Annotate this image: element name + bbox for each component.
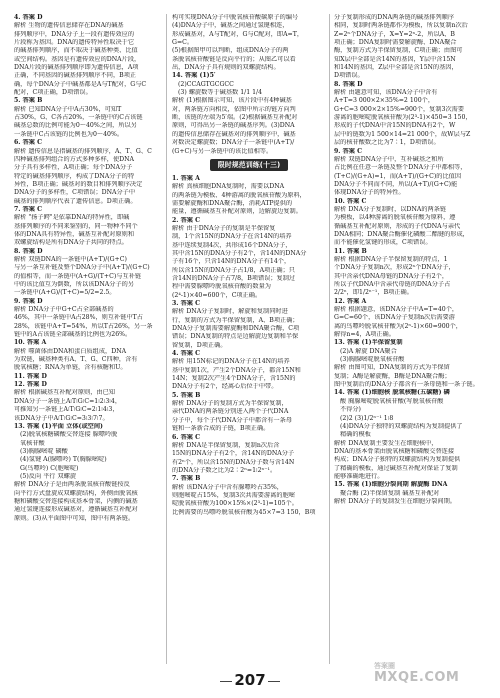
text-line: (5)反向 平行 双螺旋 bbox=[20, 472, 77, 480]
text-line: D项错误。 bbox=[334, 72, 364, 80]
text-line: 聚合酶 (2)半保留复制 碱基互补配对 bbox=[340, 489, 440, 497]
text-line: 其中含15N的DNA分子有2个，含14N的DNA分 bbox=[172, 249, 307, 257]
page-footer bbox=[0, 662, 500, 693]
text-line: 分子具有多样性，A项正确；每个DNA分子 bbox=[14, 164, 133, 172]
watermark-small: 答案圈 bbox=[374, 662, 395, 670]
text-line: (2)2 (3)1/2ⁿ⁻¹ 1∶8 bbox=[340, 414, 394, 422]
text-line: 四种碱基排列组合的方式多种多样，使DNA bbox=[14, 155, 135, 163]
answer-heading: 8. 答案 D bbox=[14, 247, 43, 255]
text-line: 的两条链为模板、4种游离的脱氧核苷酸为原料， bbox=[172, 191, 306, 199]
text-line: 解析 双链DNA的一条链中(A+T)/(G+C) bbox=[14, 255, 127, 263]
text-line: 解析 根据题意，该DNA分子中A=T=40个， bbox=[334, 306, 459, 314]
section-heading-text: 限时规范训练(十三) bbox=[210, 159, 288, 171]
text-line: 解析 DNA分子是由两条脱氧核苷酸链按反 bbox=[14, 481, 130, 489]
answer-heading: 10. 答案 A bbox=[14, 339, 47, 347]
text-line: 解析 DNA分子中G+C占全部碱基的 bbox=[14, 306, 114, 314]
text-line: 图中复制后的DNA分子都含有一条母链和一条子链。 bbox=[334, 381, 479, 389]
text-line: 链和一条新合成的子链，B项正确。 bbox=[172, 425, 270, 433]
text-line: 子有16个，只含14N的DNA分子有14个， bbox=[172, 258, 291, 266]
text-line: 构可实现DNA分子中脱氧核苷酸碳原子的编号 bbox=[172, 14, 299, 21]
text-line: 离的鸟嘌呤脱氧核苷酸为(2ⁿ-1)×60=900个， bbox=[334, 322, 462, 330]
text-line: 解析 DNA分子复制时，解旋和复制同时进 bbox=[172, 308, 288, 316]
text-line: 啶脱氧核苷酸为100×15%×(2³-1)=105个。 bbox=[172, 500, 298, 508]
text-line: 所以含15N的DNA分子占1/8，A项正确；只 bbox=[172, 266, 295, 274]
text-line: 15N的DNA分子有2个，含14N的DNA分子 bbox=[172, 450, 295, 458]
answer-heading: 15. 答案 (1)细胞分裂间期 解旋酶 DNA bbox=[334, 481, 448, 489]
text-line: 形成的子代DNA中含15N的DNA有2个，W bbox=[334, 122, 456, 130]
text-line: 片段称为基因。DNA的遗传特异性取决于它 bbox=[14, 39, 135, 47]
text-line: 循碱基互补配对原则，形成的子代DNA与亲代 bbox=[334, 222, 461, 230]
text-line: DNA的基本骨架由脱氧核糖和磷酸交替连接 bbox=[334, 447, 455, 455]
answer-heading: 3. 答案 C bbox=[172, 300, 201, 307]
text-line: 基排列顺序的不同来鉴别的，同一物种不同个 bbox=[14, 222, 138, 230]
text-line: (T+C)/(G+A)=1，而(A+T)/(G+C)的比值因 bbox=[334, 172, 462, 180]
text-line: 解析 遗传信息是指碱基的排列顺序，A、T、G、C bbox=[14, 147, 152, 155]
text-line: 脱氧核糖；RNA为单链，含有核糖和U。 bbox=[14, 364, 127, 372]
text-line: 所以子代DNA中含亲代母链的DNA分子占 bbox=[334, 281, 451, 288]
text-line: 游离的胞嘧啶脱氧核苷酸为(2³-1)×450=3 150， bbox=[334, 114, 472, 122]
text-line: 层中的链数为1 500×14=21 000个，故W层与Z bbox=[334, 130, 471, 138]
text-line: 特定的碱基排列顺序，构成了DNA分子的特 bbox=[14, 172, 135, 180]
text-line: 碱基总数的比例可能为0～40%之间，所以另 bbox=[14, 122, 137, 130]
text-line: 体的DNA具有特异性，碱基互补配对原则和 bbox=[14, 230, 135, 238]
text-line: 对，两条链方向相反，依图中所示的链方向判 bbox=[172, 105, 296, 113]
text-line: 个DNA分子复制n次，形成2ⁿ个DNA分子， bbox=[334, 264, 455, 272]
text-line: DNA分子复制需要解旋酶和DNA聚合酶，C项 bbox=[172, 325, 300, 333]
text-line: 占比例在任意一条链及整个DNA分子中都相等， bbox=[334, 164, 467, 172]
text-line: 知X层中全部是含14N的基因，Y层中含15N bbox=[334, 55, 456, 63]
watermark-text: MXQE.COM bbox=[374, 670, 460, 685]
answer-heading: 7. 答案 B bbox=[172, 475, 201, 483]
answer-heading: 5. 答案 B bbox=[172, 391, 201, 399]
text-line: 体现DNA分子的特异性。 bbox=[334, 189, 405, 197]
text-line: 为模板，以4种游离的脱氧核苷酸为原料，遵 bbox=[334, 214, 456, 222]
text-line: 能量，遵循碱基互补配对原则，边解旋边复制。 bbox=[172, 208, 302, 216]
text-line: 解析 用15N标记的DNA分子在14N的培养 bbox=[172, 358, 290, 366]
text-line: 分子中，每个子代DNA分子中都含有一条母 bbox=[172, 416, 293, 424]
answer-heading: 4. 答案 C bbox=[172, 350, 201, 358]
answer-heading: 13. 答案 (1)半保留复制 bbox=[334, 339, 403, 347]
text-line: 的值相等，而一条链中(A+G)/(T+C)与互补链 bbox=[14, 272, 142, 280]
text-line: 留复制，D项正确。 bbox=[172, 341, 227, 349]
text-line: 向平行方式盘旋成双螺旋结构，外侧由脱氧核 bbox=[14, 489, 138, 497]
text-line: 为双链，碱基种类有A、T、G、C四种，含有 bbox=[14, 356, 138, 364]
text-line: 相同，复制时两条链都作为模板，所以复制n次后 bbox=[334, 22, 468, 30]
section-heading bbox=[172, 159, 326, 171]
watermark-logo bbox=[374, 662, 494, 690]
answer-heading: 8. 答案 D bbox=[334, 80, 363, 88]
text-line: 氧核苷酸 bbox=[20, 439, 45, 447]
text-line: 条脱氧核苷酸链是反向平行的；从图乙可以看 bbox=[172, 55, 296, 63]
answer-heading: 10. 答案 C bbox=[334, 197, 367, 205]
text-line: 双螺旋结构是所有DNA分子共同的特点。 bbox=[14, 239, 128, 247]
text-line: 异性，B项正确；碱基对的数目和排列顺序决定 bbox=[14, 180, 143, 188]
text-line: 解析 "扬子鳄"是依靠DNA的特异性，即碱 bbox=[14, 214, 130, 222]
text-line: 一条链中C占该链的比例也为0～40%。 bbox=[14, 130, 124, 138]
text-line: 层的核苷酸数之比为7∶1，D项错误。 bbox=[334, 139, 440, 147]
text-line: 不得分) bbox=[340, 406, 361, 414]
text-line: 正确，不同基因的碱基排列顺序不同，B项正 bbox=[14, 72, 137, 80]
text-line: 其中含亲代DNA母链的DNA分子有2个， bbox=[334, 272, 449, 280]
text-line: (3)胸腺嘧啶脱氧核苷酸 bbox=[340, 356, 405, 364]
text-line: 解析 DNA是半保留复制，复制n次后含 bbox=[172, 441, 280, 449]
text-line: 解析 该DNA分子中含有腺嘌呤占35%， bbox=[172, 483, 283, 491]
answer-heading: 2. 答案 C bbox=[172, 216, 201, 224]
text-line: 了精确的模板，通过碱基互补配对保证了复制 bbox=[334, 464, 458, 472]
answer-heading: 7. 答案 C bbox=[14, 205, 43, 213]
text-line: 酸 胸腺嘧啶脱氧核苷酸(写脱氧核苷酸 bbox=[340, 397, 444, 405]
text-line: 解析 噬菌体由DNA和蛋白质组成，DNA bbox=[14, 347, 127, 355]
text-line: 可推知另一条链上A∶T∶G∶C=2∶1∶4∶3， bbox=[14, 406, 119, 414]
answer-heading: 12. 答案 D bbox=[14, 381, 47, 389]
text-line: 配对，C项正确，D项错误。 bbox=[14, 89, 92, 97]
text-line: 的碱基排列顺序，而不取决于碱基种类、比值 bbox=[14, 47, 138, 55]
text-line: (3) 螺旋数等于碱基数 1/1 1/4 bbox=[178, 89, 263, 97]
text-line: 原则。(3)从平面图中可知，图中有两条链。 bbox=[14, 514, 135, 522]
text-line: 解析 双链DNA分子中，互补碱基之和所 bbox=[334, 155, 444, 163]
text-line: (5)根据图甲可以判断，组成DNA分子的两 bbox=[172, 47, 289, 55]
text-line: 和14N的基因，Z层中全部是含15N的基因， bbox=[334, 64, 458, 72]
answer-heading: 12. 答案 A bbox=[334, 297, 367, 305]
text-line: 比例需要的鸟嘌呤脱氧核苷酸为45×7=3 150，B项 bbox=[172, 508, 316, 516]
text-line: 则胞嘧啶占15%，复制3次共需要游离的胞嘧 bbox=[172, 491, 295, 499]
text-line: 断，该链的左端为5′端。(2)根据碱基互补配对 bbox=[172, 114, 298, 122]
text-line: 28%，该链中A+T=54%，所以T占26%，另一条 bbox=[14, 322, 153, 330]
text-line: 解析 根据DNA分子半保留复制的特点，1 bbox=[334, 255, 448, 263]
answer-heading: 1. 答案 A bbox=[172, 174, 200, 182]
text-line: G+C=3 000×2×15%=900个，复制3次需要 bbox=[334, 105, 465, 113]
text-line: (4)DNA分子中，碱基之间通过氢键相连， bbox=[172, 22, 289, 30]
text-line: 14N；复制2次产生4个DNA分子，含15N的 bbox=[172, 375, 296, 383]
text-line: 亲代DNA的两条链分别进入两个子代DNA bbox=[172, 408, 289, 416]
text-line: DNA分子的多样性，C项错误；DNA分子中 bbox=[14, 189, 136, 197]
answer-heading: 9. 答案 C bbox=[334, 147, 363, 155]
text-line: G(鸟嘌呤) C(胞嘧啶) bbox=[20, 464, 79, 472]
text-line: 中的该比值互为倒数，所以该DNA分子的另 bbox=[14, 281, 135, 288]
text-line: 糖和磷酸交替连接构成基本骨架，内侧的碱基 bbox=[14, 497, 138, 505]
text-line: Z=2ⁿ个DNA分子，X=Y=2ⁿ-2，所以A、B bbox=[334, 30, 455, 38]
text-line: 出，DNA分子具有规则的双螺旋结构。 bbox=[172, 64, 280, 72]
text-line: 解析 DNA分子的复制方式为半保留复制， bbox=[172, 400, 288, 408]
text-line: 2/2ⁿ，即1/2ⁿ⁻¹，B项正确。 bbox=[334, 289, 413, 297]
text-line: DNA分子一条链上A∶T∶G∶C=1∶2∶3∶4， bbox=[14, 397, 122, 405]
text-line: (2)脱氧核糖磷酸交替连接 腺嘌呤脱 bbox=[20, 431, 118, 439]
text-line: 链中的A占该链全部碱基的比例也为26%。 bbox=[14, 331, 132, 339]
text-line: 需要解旋酶和DNA聚合酶，消耗ATP提供的 bbox=[172, 199, 293, 207]
text-line: 与另一条互补链及整个DNA分子中(A+T)/(G+C) bbox=[14, 264, 150, 272]
text-line: 排列顺序中，DNA分子上一段有遗传效应的 bbox=[14, 30, 135, 38]
text-line: 解析 真核细胞DNA复制时，需要以DNA bbox=[172, 183, 285, 191]
text-line: 解析 根据碱基互补配对原则，由已知 bbox=[14, 389, 115, 397]
text-line: 含14N的DNA分子占7/8，B项错误；复制过 bbox=[172, 274, 296, 282]
text-line: 对数决定螺旋数；DNA分子一条链中(A+T)/ bbox=[172, 139, 295, 147]
text-line: G=C=60个，该DNA分子复制n次后需要游 bbox=[334, 314, 455, 322]
text-line: 该DNA分子中A∶T∶G∶C=3∶3∶7∶7。 bbox=[14, 414, 109, 422]
text-line: (4)DNA分子独特的双螺旋结构为复制提供了 bbox=[340, 422, 463, 430]
text-line: G=C。 bbox=[172, 39, 194, 47]
text-line: 酶，复制方式为半保留复制，C项正确；由图可 bbox=[334, 47, 463, 55]
text-line: 的DNA分子数之比为2∶2ⁿ=1∶2ⁿ⁻¹。 bbox=[172, 466, 277, 474]
text-line: 解得n=4，A项正确。 bbox=[334, 331, 395, 339]
answer-heading: 4. 答案 D bbox=[14, 14, 43, 21]
text-line: (2)CCAGTGCGCC bbox=[178, 80, 234, 88]
answer-heading: 6. 答案 C bbox=[14, 139, 43, 147]
text-line: 基中复制1次，产生2个DNA分子，都含15N和 bbox=[172, 366, 301, 374]
column-divider bbox=[329, 14, 330, 664]
text-line: 占30%，G、C各占20%，一条链中的C占该链 bbox=[14, 114, 143, 122]
text-line: 通过氢键连接形成碱基对，遵循碱基互补配对 bbox=[14, 506, 138, 514]
text-line: 解析 DNA分子的复制发生在细胞分裂间期。 bbox=[334, 497, 456, 505]
text-line: 程中需要腺嘌呤脱氧核苷酸的数量为 bbox=[172, 283, 271, 291]
text-line: A+T=3 000×2×35%=2 100个， bbox=[334, 97, 435, 105]
text-line: 解析 (1)根据图示可知，该片段中有4种碱基 bbox=[172, 97, 292, 105]
text-line: 解析 DNA分子复制时，以DNA的两条链 bbox=[334, 205, 447, 213]
answer-heading: 11. 答案 B bbox=[334, 247, 367, 255]
column-middle bbox=[172, 14, 326, 664]
text-line: 能够准确地进行。 bbox=[334, 472, 384, 480]
column-left bbox=[14, 14, 164, 664]
text-line: 解析 已知DNA分子中A占30%，可知T bbox=[14, 105, 122, 113]
answer-heading: 14. 答案 (1)5′ bbox=[172, 72, 216, 80]
text-line: DNA分子不同而不同，所以(A+T)/(G+C)能 bbox=[334, 180, 458, 188]
text-line: 分子复制形成的DNA两条链的碱基排列顺序 bbox=[334, 14, 455, 21]
text-line: DNA相同；DNA聚合酶催化磷酸二酯键的形成， bbox=[334, 230, 469, 238]
text-line: 解析 由图可知，DNA复制的方式为半保留 bbox=[334, 364, 450, 372]
text-line: (2)A 解旋 DNA聚合 bbox=[340, 347, 397, 355]
text-line: (G+C)与另一条链中的该比值相等。 bbox=[172, 147, 273, 155]
text-line: 解析 由题意可知，该DNA分子中含有 bbox=[334, 89, 438, 97]
page-number: 207 bbox=[234, 671, 266, 689]
text-line: 复制；A酶是解旋酶，B酶是DNA聚合酶； bbox=[334, 372, 451, 380]
text-line: 确，每个DNA分子中碱基都是A与T配对，G与C bbox=[14, 80, 147, 88]
text-line: (2⁴-1)×40=600个，C项正确。 bbox=[172, 291, 262, 299]
text-line: DNA分子有2个，经离心后位于中带。 bbox=[172, 383, 278, 391]
answer-heading: 11. 答案 D bbox=[14, 372, 47, 380]
text-line: 制，1个含15N的DNA分子在含14N的培养 bbox=[172, 233, 292, 241]
text-line: (4)氢键 A(腺嘌呤) T(胸腺嘧啶) bbox=[20, 456, 107, 464]
text-line: 碱基的排列顺序代表了遗传信息。D项正确。 bbox=[14, 197, 137, 205]
text-line: 错误；DNA复制的特点是边解旋边复制和半保 bbox=[172, 333, 299, 341]
text-line: 项正确；DNA复制时需要解旋酶、DNA聚合 bbox=[334, 39, 457, 47]
text-line: 行，复制的方式为半保留复制，A、B项正确； bbox=[172, 316, 299, 324]
footer-dash bbox=[268, 681, 280, 682]
text-line: 基中连续复制4次，共形成16个DNA分子， bbox=[172, 241, 292, 249]
text-line: 一条链中(A+G)/(T+C)=5/2=2.5。 bbox=[14, 289, 116, 297]
text-line: 而不能催化氢键的形成，C项错误。 bbox=[334, 239, 432, 247]
text-line: 解析 由于DNA分子的复制是半保留复 bbox=[172, 224, 276, 232]
answer-heading: 14. 答案 (1)细胞核 脱氧核糖(五碳糖) 磷 bbox=[334, 389, 450, 397]
text-line: 的遗传信息储存在碱基对的排列顺序中，碱基 bbox=[172, 130, 296, 138]
answer-heading: 5. 答案 B bbox=[14, 97, 43, 105]
text-line: 解析 DNA复制主要发生在细胞核中， bbox=[334, 439, 438, 447]
answer-heading: 9. 答案 D bbox=[14, 297, 43, 305]
column-divider bbox=[166, 14, 167, 664]
text-line: 有2ⁿ个，所以含15N的DNA分子数与含14N bbox=[172, 458, 295, 466]
text-line: 解析 生物的遗传信息储存在DNA的碱基 bbox=[14, 22, 124, 30]
text-line: 精确的模板 bbox=[340, 431, 371, 439]
text-line: 或空间结构。基因是有遗传效应的DNA片段， bbox=[14, 55, 141, 63]
answer-heading: 13. 答案 (1)平面 立体(或空间) bbox=[14, 422, 103, 430]
column-right bbox=[334, 14, 486, 664]
text-line: 原则，可得出另一条链的碱基序列。(3)DNA bbox=[172, 122, 295, 130]
text-line: DNA片段的碱基排列顺序即为遗传信息，A项 bbox=[14, 64, 139, 72]
answer-heading: 6. 答案 C bbox=[172, 433, 201, 441]
text-line: 构成；DNA分子独特的双螺旋结构为复制提供 bbox=[334, 456, 461, 464]
text-line: (3)胸腺嘧啶 磷酸 bbox=[20, 447, 68, 455]
text-line: 形成碱基对，A与T配对，G与C配对，即A=T， bbox=[172, 30, 304, 38]
text-line: 46%，其中一条链中A占28%，则互补链中T占 bbox=[14, 314, 143, 322]
